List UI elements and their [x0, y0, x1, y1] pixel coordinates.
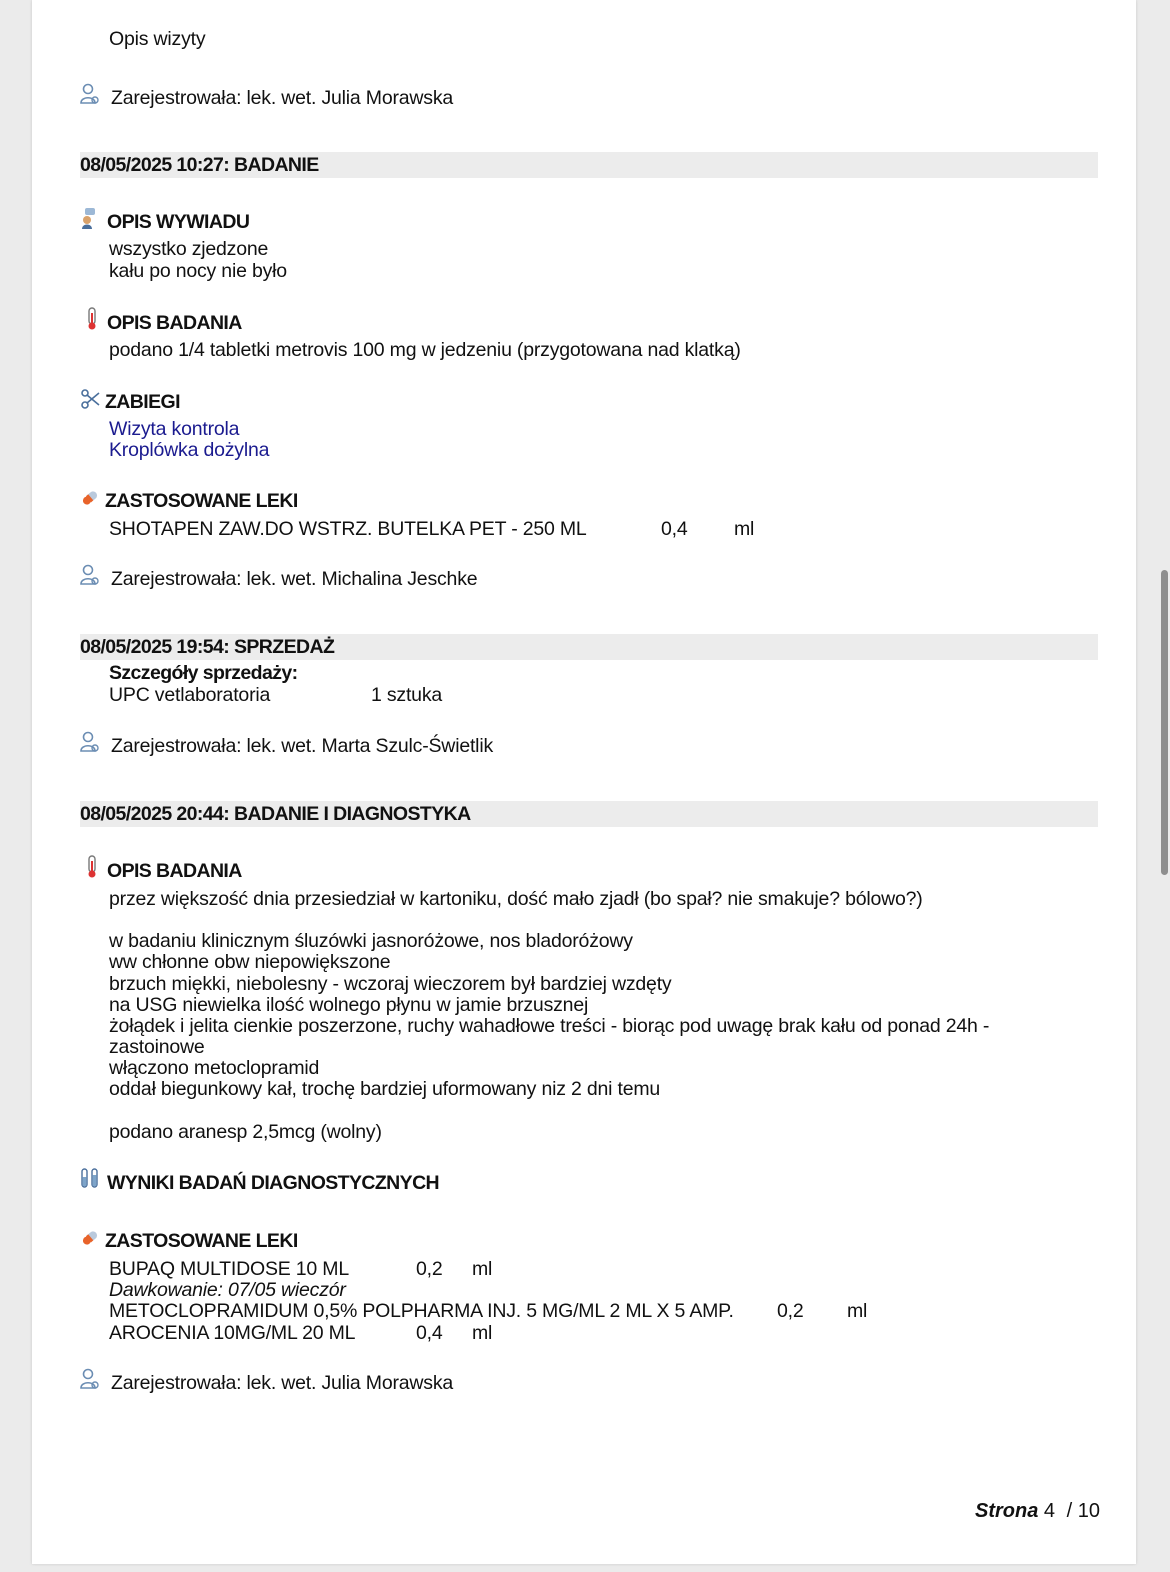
- drug-name: AROCENIA 10MG/ML 20 ML: [109, 1322, 356, 1344]
- exam-line: na USG niewielka ilość wolnego płynu w jamie brzusznej: [109, 994, 589, 1016]
- drug-qty: 0,4: [416, 1322, 443, 1344]
- thermometer-icon: [82, 307, 104, 331]
- exam-title: OPIS BADANIA: [107, 312, 242, 334]
- test-tubes-icon: [79, 1167, 101, 1191]
- interview-line: kału po nocy nie było: [109, 260, 287, 282]
- exam-paragraph: podano aranesp 2,5mcg (wolny): [109, 1121, 382, 1143]
- drug-qty: 0,2: [777, 1300, 804, 1322]
- scissors-icon: [80, 388, 102, 412]
- drug-qty: 0,2: [416, 1258, 443, 1280]
- drugs-title: ZASTOSOWANE LEKI: [105, 490, 298, 512]
- registered-by: Zarejestrowała: lek. wet. Julia Morawska: [111, 1372, 454, 1394]
- drug-dosage: Dawkowanie: 07/05 wieczór: [109, 1279, 346, 1301]
- entry-header: 08/05/2025 20:44: BADANIE I DIAGNOSTYKA: [80, 803, 471, 825]
- drug-name: BUPAQ MULTIDOSE 10 ML: [109, 1258, 349, 1280]
- user-icon: [79, 83, 101, 107]
- document-page: [32, 0, 1136, 1564]
- sale-item-qty: 1 sztuka: [371, 684, 443, 706]
- interview-title: OPIS WYWIADU: [107, 211, 250, 233]
- thermometer-icon: [82, 855, 104, 879]
- exam-line: zastoinowe: [109, 1036, 205, 1058]
- sale-details-title: Szczegóły sprzedaży:: [109, 662, 298, 684]
- diagnostic-results-title: WYNIKI BADAŃ DIAGNOSTYCZNYCH: [107, 1172, 440, 1194]
- user-icon: [79, 1368, 101, 1392]
- drug-unit: ml: [734, 518, 755, 540]
- page-label: Strona: [975, 1500, 1039, 1522]
- exam-line: ww chłonne obw niepowiększone: [109, 951, 391, 973]
- procedure-link[interactable]: Kroplówka dożylna: [109, 439, 270, 461]
- page-number: [975, 1500, 1100, 1523]
- page-current: 4: [1043, 1500, 1056, 1522]
- scrollbar-thumb[interactable]: [1161, 570, 1168, 875]
- interview-line: wszystko zjedzone: [109, 238, 269, 260]
- user-icon: [79, 564, 101, 588]
- user-icon: [79, 731, 101, 755]
- exam-title: OPIS BADANIA: [107, 860, 242, 882]
- pill-icon: [79, 1226, 101, 1250]
- pill-icon: [79, 486, 101, 510]
- entry-header-bar: [80, 152, 1098, 178]
- entry-header-bar: [80, 801, 1098, 827]
- registered-by: Zarejestrowała: lek. wet. Michalina Jeschke: [111, 568, 478, 590]
- exam-line: oddał biegunkowy kał, trochę bardziej uformowany niz 2 dni temu: [109, 1078, 661, 1100]
- exam-paragraph: przez większość dnia przesiedział w kartoniku, dość mało zjadł (bo spał? nie smakuje? bólowo?): [109, 888, 923, 910]
- visit-description-label: Opis wizyty: [109, 28, 206, 50]
- drug-name: SHOTAPEN ZAW.DO WSTRZ. BUTELKA PET - 250 ML: [109, 518, 587, 540]
- procedure-link[interactable]: Wizyta kontrola: [109, 418, 240, 440]
- entry-header-bar: [80, 634, 1098, 660]
- entry-header: 08/05/2025 19:54: SPRZEDAŻ: [80, 636, 335, 658]
- procedures-title: ZABIEGI: [105, 391, 180, 413]
- page-separator: /: [1066, 1500, 1073, 1522]
- scrollbar[interactable]: [1158, 0, 1170, 1572]
- registered-by: Zarejestrowała: lek. wet. Julia Morawska: [111, 87, 454, 109]
- exam-line: żołądek i jelita cienkie poszerzone, ruchy wahadłowe treści - biorąc pod uwagę brak kału od ponad 24h -: [109, 1015, 990, 1037]
- drug-unit: ml: [472, 1322, 493, 1344]
- exam-line: podano 1/4 tabletki metrovis 100 mg w jedzeniu (przygotowana nad klatką): [109, 339, 741, 361]
- drug-name: METOCLOPRAMIDUM 0,5% POLPHARMA INJ. 5 MG/ML 2 ML X 5 AMP.: [109, 1300, 734, 1322]
- sale-item-name: UPC vetlaboratoria: [109, 684, 271, 706]
- interview-icon: [79, 206, 101, 230]
- drug-qty: 0,4: [661, 518, 688, 540]
- drug-unit: ml: [472, 1258, 493, 1280]
- exam-line: w badaniu klinicznym śluzówki jasnoróżowe, nos bladoróżowy: [109, 930, 633, 952]
- exam-line: włączono metoclopramid: [109, 1057, 320, 1079]
- registered-by: Zarejestrowała: lek. wet. Marta Szulc-Świetlik: [111, 735, 493, 757]
- entry-header: 08/05/2025 10:27: BADANIE: [80, 154, 319, 176]
- page-total: 10: [1077, 1500, 1100, 1522]
- exam-line: brzuch miękki, niebolesny - wczoraj wieczorem był bardziej wzdęty: [109, 973, 672, 995]
- drug-unit: ml: [847, 1300, 868, 1322]
- drugs-title: ZASTOSOWANE LEKI: [105, 1230, 298, 1252]
